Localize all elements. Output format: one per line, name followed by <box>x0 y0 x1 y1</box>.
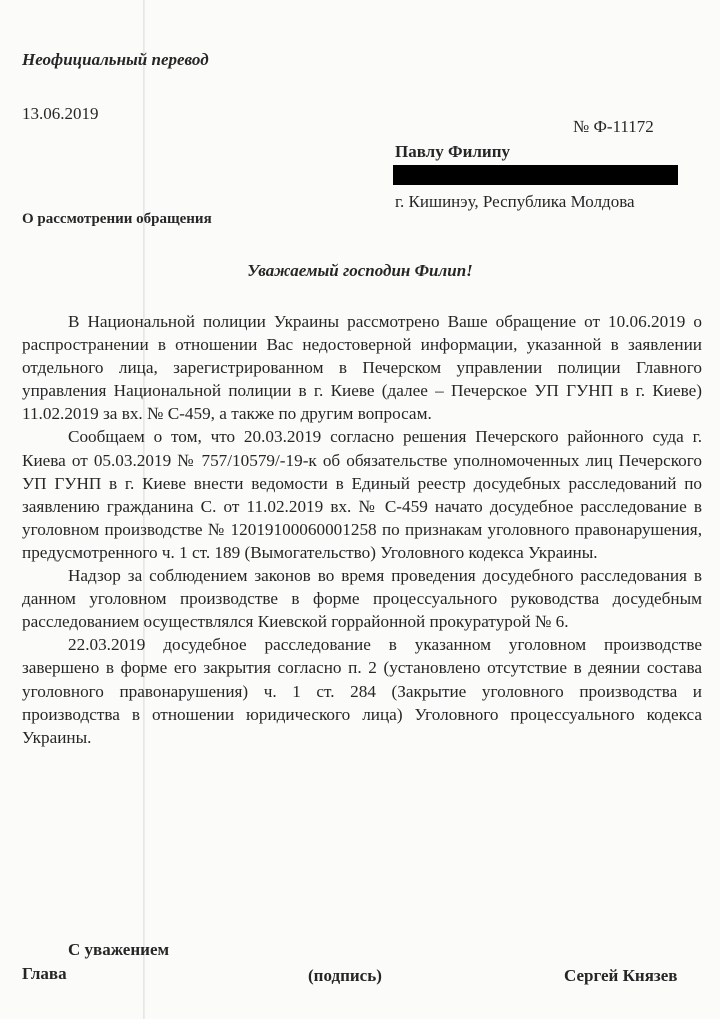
closing: С уважением <box>68 940 170 959</box>
document-date: 13.06.2019 <box>22 104 99 123</box>
signatory-name: Сергей Князев <box>564 966 678 985</box>
reference-number: № Ф-11172 <box>573 117 654 136</box>
signatory-title: Глава <box>22 964 67 983</box>
paragraph: 22.03.2019 досудебное расследование в указанном уголовном производстве завершено в форме его закрытия согласно п. 2 (установлено отсутствие в деянии состава уголовного правонарушения) ч. 1 ст. 284 (Закрытие уголовного производства и производства в отношении юридического лица) Уголовного процессуального кодекса Украины. <box>22 635 702 747</box>
letter-subject: О рассмотрении обращения <box>22 211 212 227</box>
recipient-name: Павлу Филипу <box>395 142 510 161</box>
redacted-address-bar <box>393 165 678 185</box>
paragraph: В Национальной полиции Украины рассмотрено Ваше обращение от 10.06.2019 о распространении в отношении Вас недостоверной информации, указанной в заявлении отдельного лица, зарегистрированном в Печерском управлении полиции Главного управления Национальной полиции в г. Киеве (далее – Печерское УП ГУНП в г. Киеве) 11.02.2019 за вх. № С-459, а также по другим вопросам. <box>22 312 702 424</box>
paragraph: Надзор за соблюдением законов во время проведения досудебного расследования в данном уголовном производстве в форме процессуального руководства досудебным расследованием осуществлялся Киевской горрайонной прокуратурой № 6. <box>22 566 702 632</box>
salutation: Уважаемый господин Филип! <box>247 261 473 280</box>
recipient-address: г. Кишинэу, Республика Молдова <box>395 192 635 211</box>
letter-body <box>22 310 702 749</box>
translation-note: Неофициальный перевод <box>22 50 209 69</box>
signature-placeholder: (подпись) <box>308 966 382 985</box>
paragraph: Сообщаем о том, что 20.03.2019 согласно решения Печерского районного суда г. Киева от 05.03.2019 № 757/10579/-19-к об обязательстве уполномоченных лиц Печерского УП ГУНП в г. Киеве внести ведомости в Единый реестр досудебных расследований по заявлению гражданина С. от 11.02.2019 вх. № С-459 начато досудебное расследование в уголовном производстве № 12019100060001258 по признакам уголовного правонарушения, предусмотренного ч. 1 ст. 189 (Вымогательство) Уголовного кодекса Украины. <box>22 427 702 562</box>
